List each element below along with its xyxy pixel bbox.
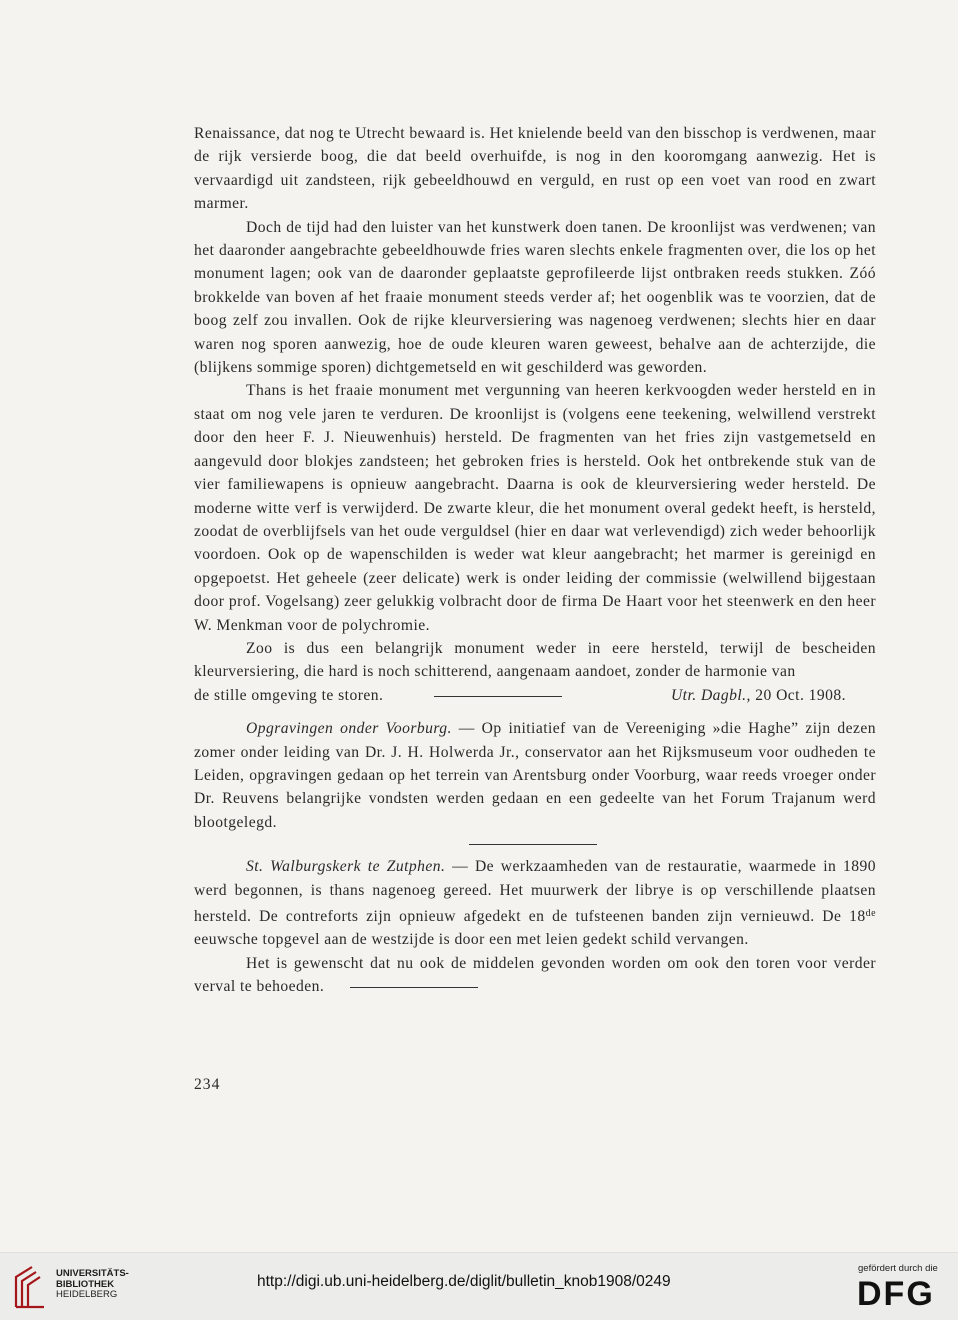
paragraph-voorburg: Opgravingen onder Voorburg. — Op initiatief van de Vereeniging »die Haghe” zijn dezen zomer onder leiding van Dr. J. H. Holwerda Jr., conservator aan het Rijksmuseum voor oudheden te Leiden, opgravingen gedaan op het terrein van Arentsburg onder Voorburg, waar reeds vroeger onder Dr. Reuvens belangrijke vondsten werden gedaan en een gedeelte van het Forum Trajanum werd blootgelegd. bbox=[194, 720, 877, 831]
permalink-url[interactable]: http://digi.ub.uni-heidelberg.de/diglit/bulletin_knob1908/0249 bbox=[257, 1273, 671, 1290]
separator-rule bbox=[350, 987, 478, 988]
library-logo-icon bbox=[12, 1263, 50, 1309]
paragraph-4: Zoo is dus een belangrijk monument weder in eere hersteld, terwijl de bescheiden kleurversiering, die hard is noch schitterend, aangenaam aandoet, zonder de harmonie van bbox=[194, 639, 876, 681]
paragraph-zutphen: St. Walburgskerk te Zutphen. — De werkzaamheden van de restauratie, waarmede in 1890 werd begonnen, is thans nagenoeg gereed. Het muurwerk der librye is op verschillende plaatsen hersteld. De contreforts zijn opnieuw afgedekt en de tufsteenen banden zijn vernieuwd. De 18de eeuwsche topgevel aan de westzijde is door een met leien gedekt schild vervangen. bbox=[194, 858, 876, 949]
paragraph-toren: Het is gewenscht dat nu ook de middelen gevonden worden om ook den toren voor verder verval te behoeden. bbox=[194, 954, 876, 996]
source-name: Utr. Dagbl., bbox=[670, 686, 751, 704]
source-date: 20 Oct. 1908. bbox=[755, 686, 846, 704]
heading-voorburg: Opgravingen onder Voorburg. bbox=[246, 720, 452, 738]
separator-rule bbox=[434, 696, 562, 697]
separator-rule bbox=[469, 844, 597, 845]
page-number: 234 bbox=[194, 1076, 221, 1093]
library-name: UNIVERSITÄTS- BIBLIOTHEK HEIDELBERG bbox=[56, 1268, 129, 1300]
footer-bar bbox=[0, 1252, 958, 1320]
paragraph-4-signoff bbox=[194, 684, 876, 707]
paragraph-1: Renaissance, dat nog te Utrecht bewaard is. Het knielende beeld van den bisschop is verdwenen, maar de rijk versierde boog, die dat beeld overhuifde, is nog in den kooromgang aanwezig. Het is vervaardigd uit zandsteen, rijk gebeeldhouwd en verguld, en rust op een voet van rood en zwart marmer. bbox=[194, 125, 876, 213]
heading-zutphen: St. Walburgskerk te Zutphen. bbox=[246, 858, 446, 876]
paragraph-3: Thans is het fraaie monument met vergunning van heeren kerkvoogden weder hersteld en in staat om nog vele jaren te verduren. De kroonlijst is (volgens eene teekening, welwillend verstrekt door den heer F. J. Nieuwenhuis) hersteld. De fragmenten van het fries zijn vastgemetseld en aangevuld door blokjes zandsteen; het gebroken fries is hersteld. Ook het ontbrekende stuk van de vier familiewapens is opnieuw aangebracht. Daarna is ook de kleurversiering weder hersteld. De moderne witte verf is verwijderd. De zwarte kleur, die het monument overal gedekt heeft, is hersteld, zoodat de overblijfsels van het oude verguldsel (hier en daar wat verlevendigd) zich weder behoorlijk voordoen. Ook op de wapenschilden is weder wat kleur aangebracht; het marmer is gereinigd en opgepoetst. Het geheele (zeer delicate) werk is onder leiding der commissie (welwillend bijgestaan door prof. Vogelsang) zeer gelukkig volbracht door de firma De Haart voor het steenwerk en den heer W. Menkman voor de polychromie. bbox=[194, 382, 876, 634]
paragraph-4-end: de stille omgeving te storen. bbox=[194, 686, 384, 704]
source-citation bbox=[671, 684, 846, 707]
body-text bbox=[194, 122, 876, 999]
dfg-logo: DFG bbox=[857, 1275, 935, 1313]
paragraph-2: Doch de tijd had den luister van het kunstwerk doen tanen. De kroonlijst was verdwenen; van het daaronder aangebrachte gebeeldhouwde fries waren slechts enkele fragmenten over, die los op het monument lagen; ook van de daaronder geplaatste geprofileerde lijst ontbraken reeds stukken. Zóó brokkelde van boven af het fraaie monument steeds verder af; het oogenblik was te voorzien, dat de boog zelf zou invallen. Ook de rijke kleurversiering was nagenoeg verdwenen; slechts hier en daar waren nog sporen aanwezig, hoe de oude kleuren waren geweest, behalve aan de achterzijde, die (blijkens sommige sporen) dichtgemetseld en wit geschilderd was geworden. bbox=[194, 218, 876, 377]
funding-label: gefördert durch die bbox=[858, 1263, 938, 1274]
